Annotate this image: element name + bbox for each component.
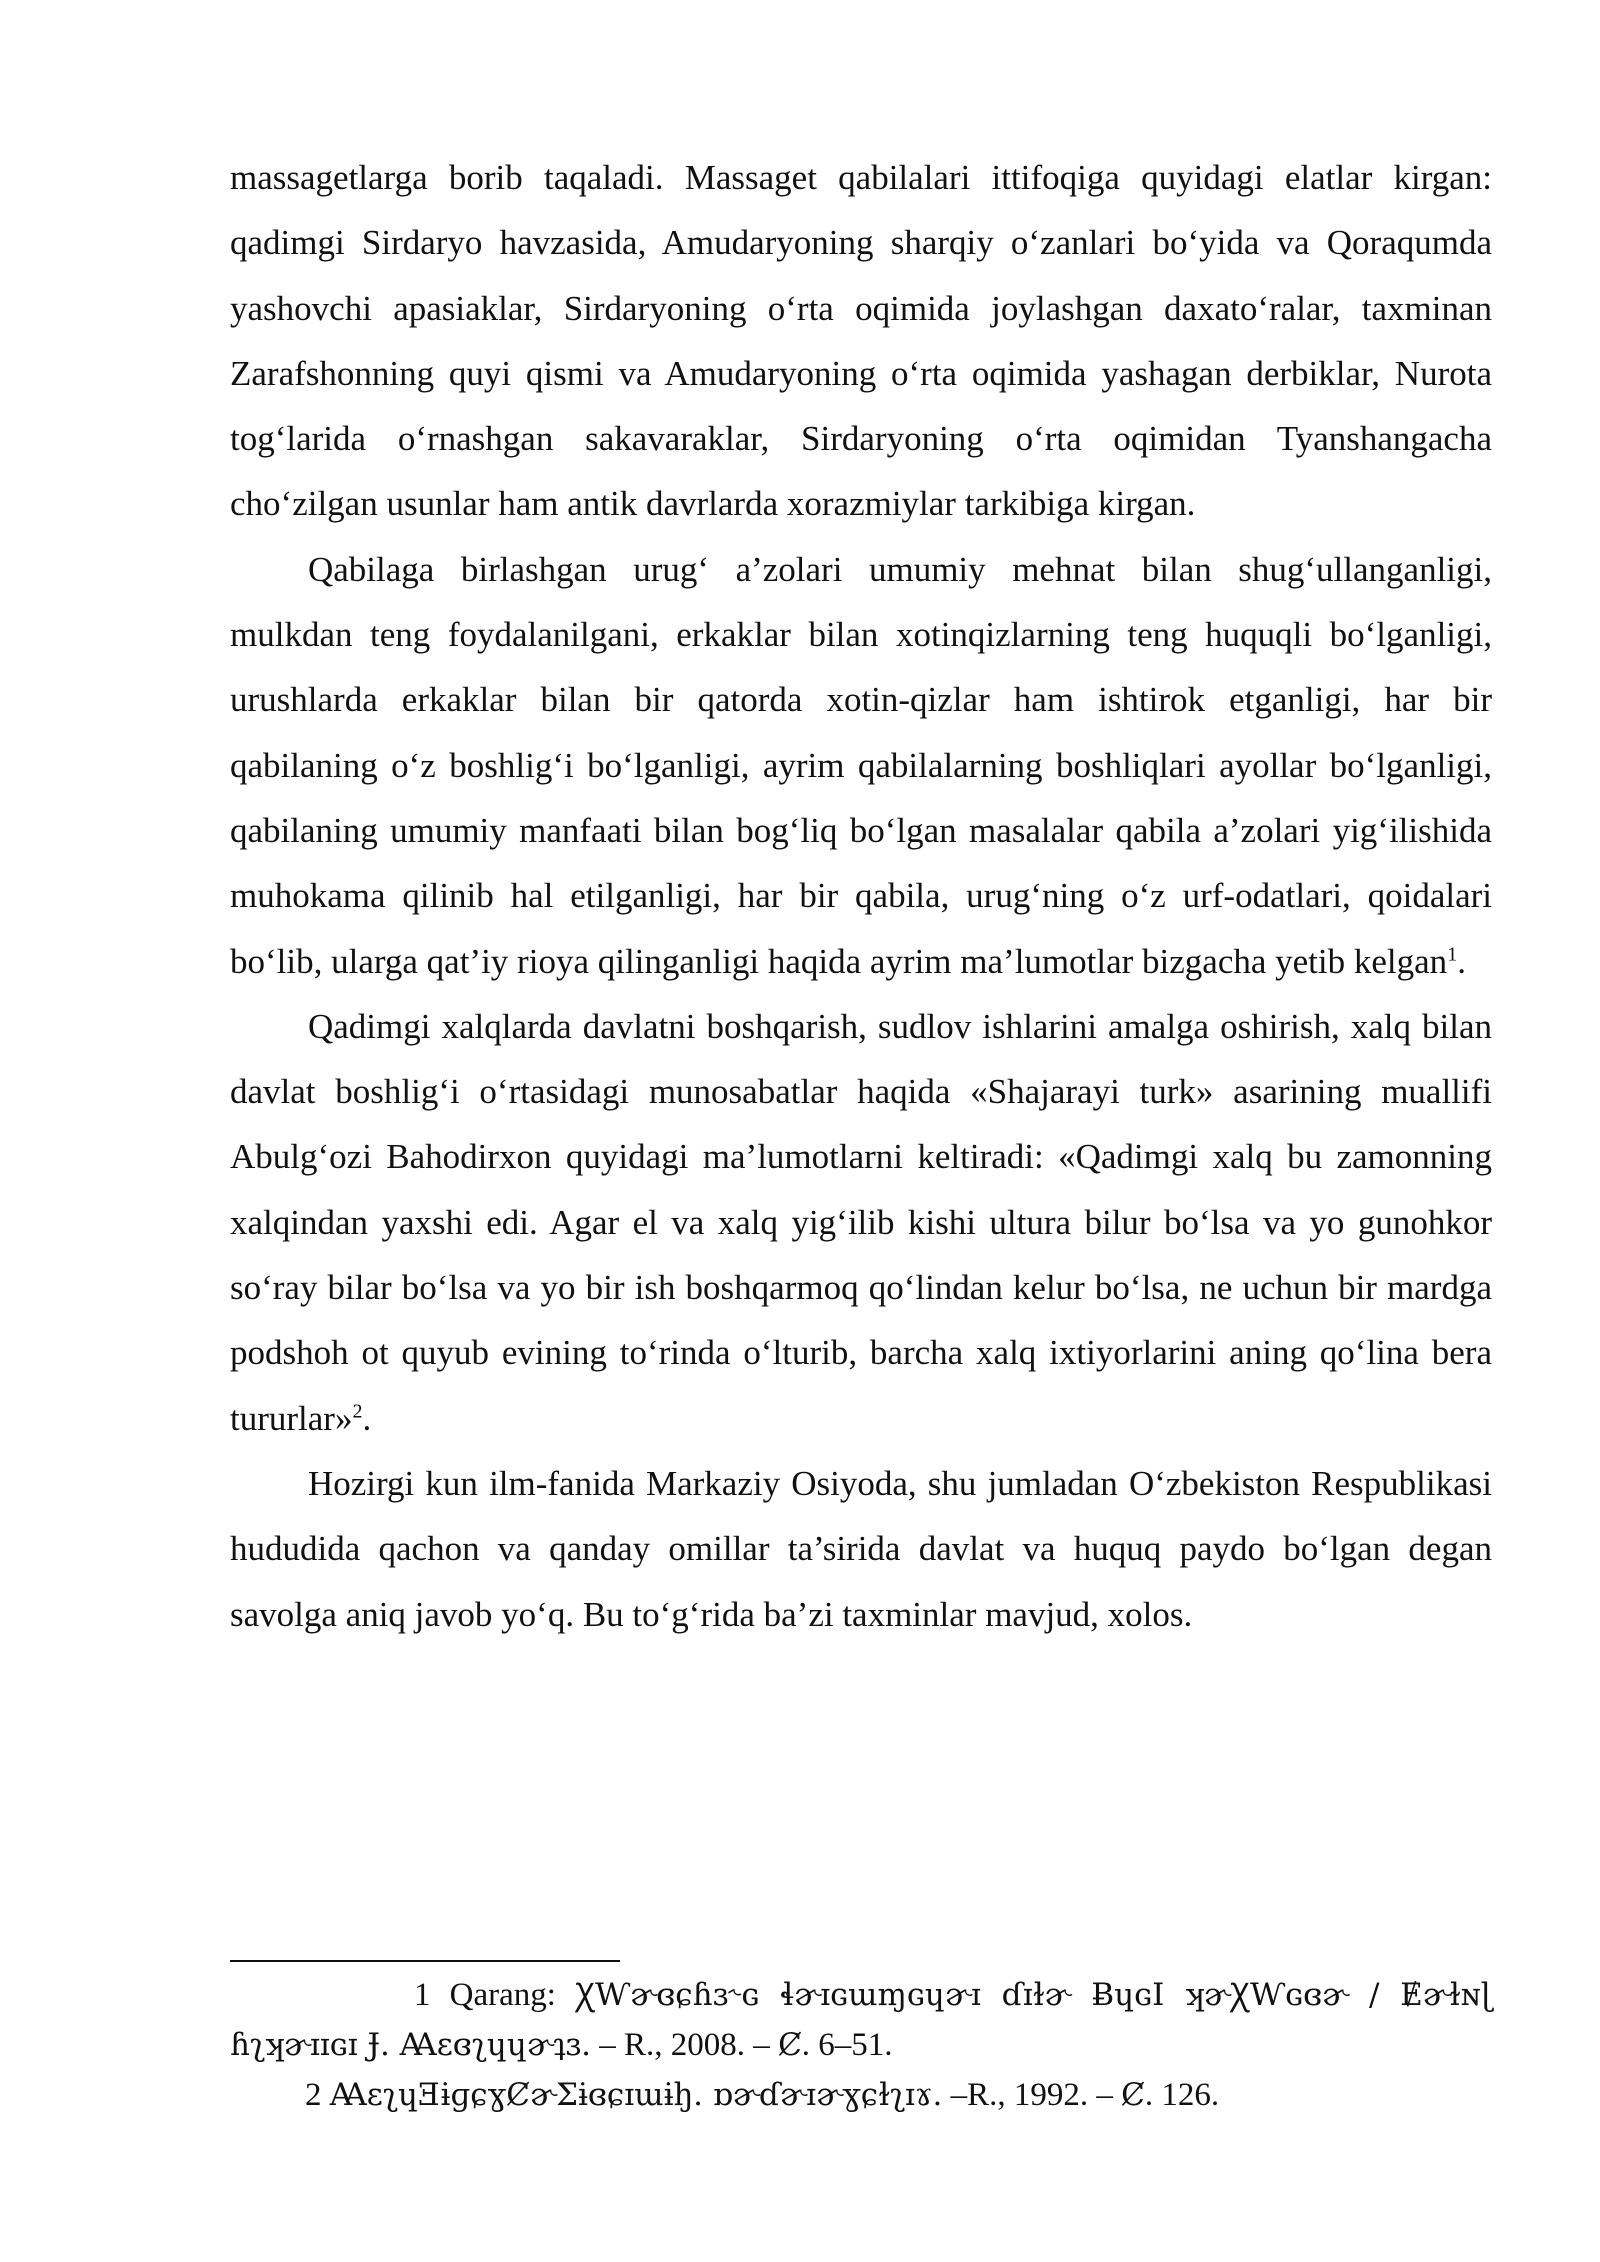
footnote-2-garbled-letter: Ȼ (1121, 2077, 1145, 2113)
body-text (230, 145, 1492, 1647)
footnote-1-rest: – R., 2008. – (591, 2027, 779, 2063)
paragraph-4-text: Hozirgi kun ilm-fanida Markaziy Osiyoda, shu jumladan O‘zbekiston Respublikasi hududida qachon va qanday omillar ta’sirida davlat va huquq paydo bo‘lgan degan savolga aniq javob yo‘q. Bu to‘g‘rida ba’zi taxminlar mavjud, xolos. (230, 1463, 1492, 1634)
footnote-2-pages: . 126. (1144, 2077, 1220, 2113)
paragraph-2-text: Qabilaga birlashgan urug‘ a’zolari umumiy mehnat bilan shug‘ullanganligi, mulkdan teng foydalanilgani, erkaklar bilan xotinqizlarning teng huquqli bo‘lganligi, urushlarda erkaklar bilan bir qatorda xotin-qizlar ham ishtirok etganligi, har bir qabilaning o‘z boshlig‘i bo‘lganligi, ayrim qabilalarning boshliqlari ayollar bo‘lganligi, qabilaning umumiy manfaati bilan bog‘liq bo‘lgan masalalar qabila a’zolari yig‘ilishida muhokama qilinib hal etilganligi, har bir qabila, urug‘ning o‘z urf-odatlari, qoidalari bo‘lib, ularga qat’iy rioya qilinganligi haqida ayrim ma’lumotlar bizgacha yetib kelgan (230, 549, 1492, 981)
footnote-ref-1[interactable]: 1 (1447, 942, 1458, 965)
paragraph-2 (230, 537, 1492, 994)
paragraph-4 (230, 1451, 1492, 1647)
footnote-1-garbled-letter: Ȼ (778, 2027, 802, 2063)
footnotes (230, 1970, 1492, 2120)
footnote-2 (230, 2070, 1492, 2120)
paragraph-1-text: massagetlarga borib taqaladi. Massaget qabilalari ittifoqiga quyidagi elatlar kirgan: qadimgi Sirdaryo havzasida, Amudaryoning sharqiy o‘zanlari bo‘yida va Qoraqumda yashovchi apasiaklar, Sirdaryoning o‘rta oqimida joylashgan daxato‘ralar, taxminan Zarafshonning quyi qismi va Amudaryoning o‘rta oqimida yashagan derbiklar, Nurota tog‘larida o‘rnashgan sakavaraklar, Sirdaryoning o‘rta oqimidan Tyanshangacha cho‘zilgan usunlar ham antik davrlarda xorazmiylar tarkibiga kirgan. (230, 158, 1492, 524)
paragraph-3-tail: . (362, 1398, 372, 1438)
footnote-2-garbled-text: ꜲɛʅɥƎɨɡɕɣȻɚƩɨɞɕɪɯɨꜧ. ɒɚɗɚɪɚɣɕɫʅɪɤ. (329, 2077, 943, 2113)
paragraph-1 (230, 145, 1492, 537)
paragraph-2-tail: . (1457, 941, 1466, 981)
footnote-1 (230, 1970, 1492, 2070)
footnote-separator (230, 1960, 620, 1962)
paragraph-3 (230, 994, 1492, 1451)
footnote-1-lead: 1 Qarang: (414, 1977, 576, 2013)
footnote-ref-2[interactable]: 2 (352, 1399, 363, 1422)
footnote-1-garbled-text: ꞳⱲɚɞɕɦɜ˞ɢ ɬɚɪɢɯɱɢɥɚɪ ɗɪɫɚ ɃɥɢӀ ʞɚꞳⱲɢɞɚ / Ɇɚɫɴɭ ɦʅʞɚɪɪɢɪ Ɉ. Ꜳɛɞʅɥɥɚʇɜ. (230, 1977, 1492, 2063)
footnote-2-rest: –R., 1992. – (942, 2077, 1122, 2113)
footnote-2-lead: 2 (305, 2077, 330, 2113)
footnote-1-pages: . 6–51. (801, 2027, 893, 2063)
paragraph-3-text: Qadimgi xalqlarda davlatni boshqarish, sudlov ishlarini amalga oshirish, xalq bilan davlat boshlig‘i o‘rtasidagi munosabatlar haqida «Shajarayi turk» asarining muallifi Abulg‘ozi Bahodirxon quyidagi ma’lumotlarni keltiradi: «Qadimgi xalq bu zamonning xalqindan yaxshi edi. Agar el va xalq yig‘ilib kishi ultura bilur bo‘lsa va yo gunohkor so‘ray bilar bo‘lsa va yo bir ish boshqarmoq qo‘lindan kelur bo‘lsa, ne uchun bir mardga podshoh ot quyub evining to‘rinda o‘lturib, barcha xalq ixtiyorlarini aning qo‘lina bera tururlar» (230, 1006, 1492, 1438)
